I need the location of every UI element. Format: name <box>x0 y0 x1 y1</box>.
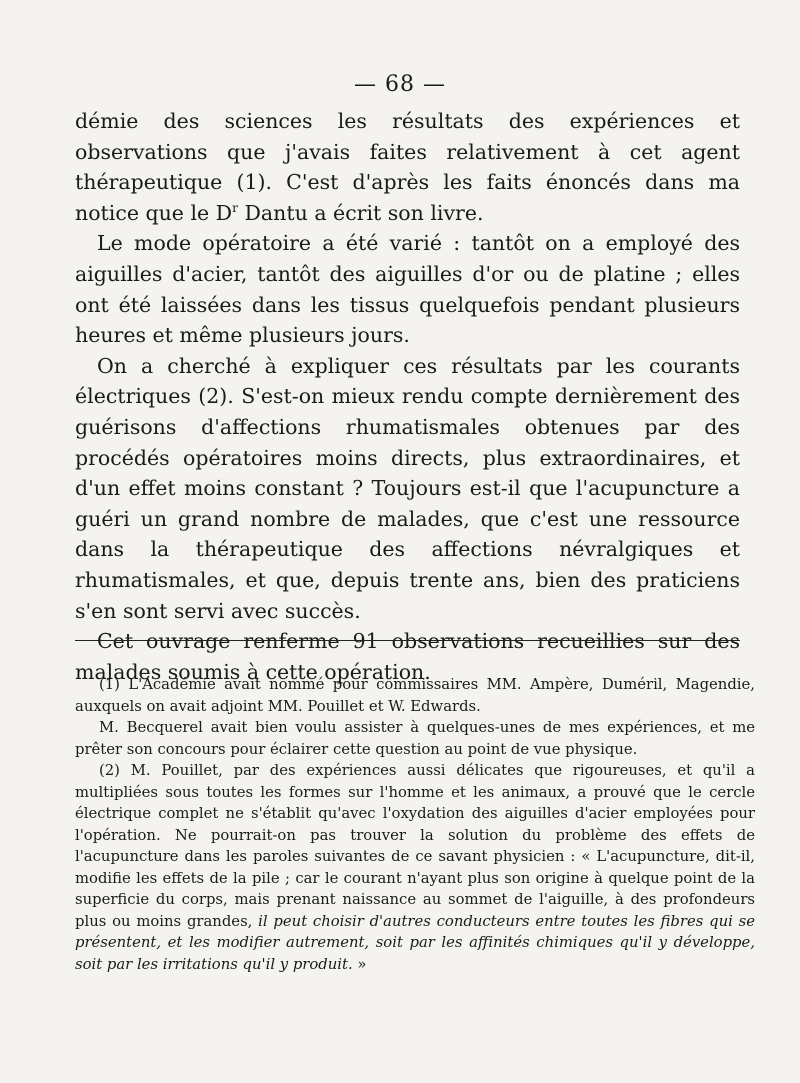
footnote-1 <box>75 674 755 717</box>
footnote-divider <box>75 640 740 641</box>
footnote-2-text: (2) M. Pouillet, par des expériences aussi délicates que rigoureuses, et qu'il a multipliées sous toutes les formes sur l'homme et les animaux, a prouvé que le cercle électrique complet ne s'établit qu'avec l'oxydation des aiguilles d'acier employées pour l'opération. Ne pourrait-on pas trouver la solution du problème des effets de l'acupuncture dans les paroles suivantes de ce savant physicien : « L'acupuncture, dit-il, modifie les effets de la pile ; car le courant n'ayant plus son origine à quelque point de la superficie du corps, mais prenant naissance au sommet de l'aiguille, à des profondeurs plus ou moins grandes, <box>75 762 755 930</box>
body-text <box>75 106 740 687</box>
paragraph-3 <box>75 351 740 626</box>
page-number: — 68 — <box>354 72 446 97</box>
footnote-1-continued <box>75 717 755 760</box>
footnote-1-text: (1) L'Académie avait nommé pour commissaires MM. Ampère, Duméril, Magendie, auxquels on avait adjoint MM. Pouillet et W. Edwards. <box>75 676 755 715</box>
paragraph-1-superscript: r <box>232 200 238 215</box>
paragraph-1-text-after: Dantu a écrit son livre. <box>237 200 484 225</box>
footnote-2 <box>75 760 755 975</box>
footnote-2-italic-quote: il peut choisir d'autres conducteurs entre toutes les fibres qui se présentent, et les modifier autrement, soit par les affinités chimiques qu'il y développe, soit par les irritations qu'il y produit. <box>75 912 755 973</box>
footnote-2-text-after: » <box>352 955 367 973</box>
paragraph-2-text: Le mode opératoire a été varié : tantôt on a employé des aiguilles d'acier, tantôt des aiguilles d'or ou de platine ; elles ont été laissées dans les tissus quelquefois pendant plusieurs heures et même plusieurs jours. <box>75 231 740 348</box>
footnote-1-continued-text: M. Becquerel avait bien voulu assister à quelques-unes de mes expériences, et me prêter son concours pour éclairer cette question au point de vue physique. <box>75 719 755 758</box>
paragraph-1 <box>75 106 740 228</box>
paragraph-4-text: Cet ouvrage renferme 91 observations recueillies sur des malades soumis à cette opération. <box>75 629 740 684</box>
paragraph-1-text: démie des sciences les résultats des expériences et observations que j'avais faites relativement à cet agent thérapeutique (1). C'est d'après les faits énoncés dans ma notice que le D <box>75 109 740 225</box>
paragraph-2 <box>75 228 740 350</box>
footnotes <box>75 674 755 975</box>
paragraph-3-text: On a cherché à expliquer ces résultats par les courants électriques (2). S'est-on mieux rendu compte dernièrement des guérisons d'affections rhumatismales obtenues par des procédés opératoires moins directs, plus extraordinaires, et d'un effet moins constant ? Toujours est-il que l'acupuncture a guéri un grand nombre de malades, que c'est une ressource dans la thérapeutique des affections névralgiques et rhumatismales, et que, depuis trente ans, bien des praticiens s'en sont servi avec succès. <box>75 353 740 623</box>
